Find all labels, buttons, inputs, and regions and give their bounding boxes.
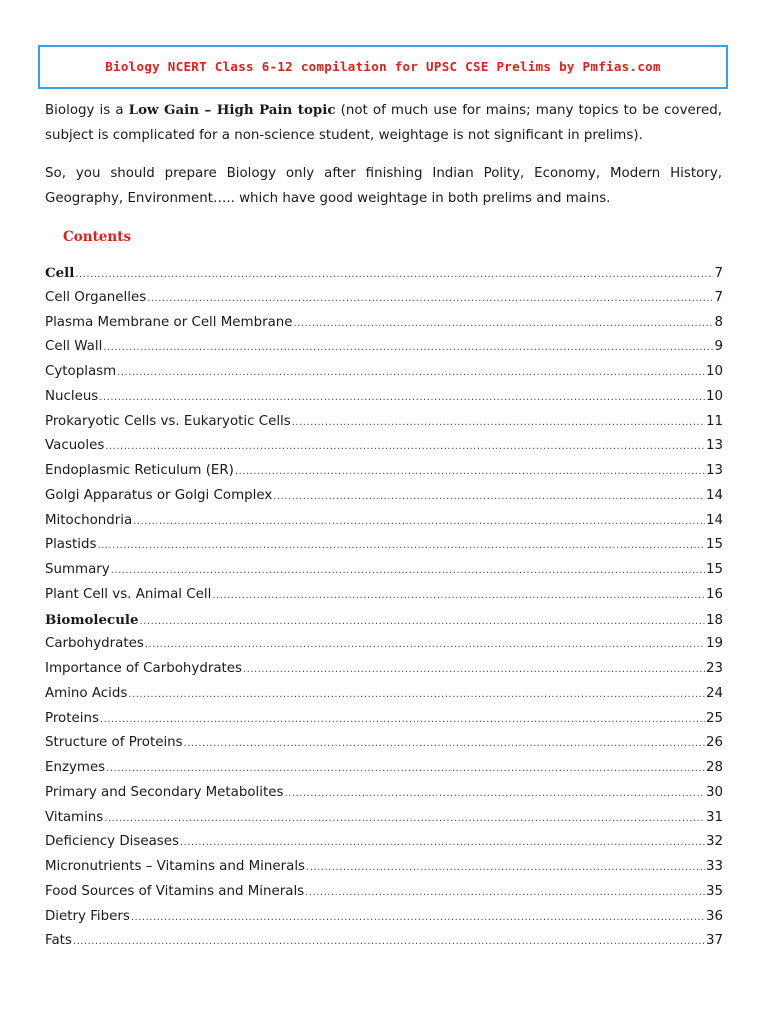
toc-entry-label: Golgi Apparatus or Golgi Complex <box>45 487 273 503</box>
toc-entry[interactable] <box>45 834 723 859</box>
toc-entry[interactable] <box>45 290 723 315</box>
toc-entry-label: Importance of Carbohydrates <box>45 661 242 676</box>
toc-dot-leader <box>99 392 705 403</box>
toc-entry-label: Deficiency Diseases <box>45 834 179 850</box>
toc-dot-leader <box>184 738 705 749</box>
toc-entry-page: 26 <box>705 735 723 751</box>
toc-entry-page: 10 <box>705 364 723 379</box>
toc-entry-label: Summary <box>45 562 110 577</box>
toc-entry[interactable] <box>45 711 723 736</box>
toc-entry-page: 7 <box>714 289 723 305</box>
toc-entry-label: Enzymes <box>45 760 106 775</box>
toc-entry-label: Micronutrients – Vitamins and Minerals <box>45 859 306 874</box>
toc-entry[interactable] <box>45 933 723 958</box>
toc-entry-label: Biomolecule <box>45 611 139 628</box>
toc-entry-page: 24 <box>705 685 723 701</box>
toc-entry[interactable] <box>45 785 723 810</box>
toc-entry-label: Mitochondria <box>45 512 133 528</box>
toc-entry[interactable] <box>45 389 723 414</box>
toc-dot-leader <box>104 813 705 824</box>
toc-entry[interactable] <box>45 438 723 463</box>
toc-entry[interactable] <box>45 636 723 661</box>
toc-dot-leader <box>133 516 705 527</box>
toc-entry-page: 23 <box>705 661 723 676</box>
toc-entry-page: 15 <box>705 562 723 577</box>
toc-entry-page: 15 <box>705 537 723 553</box>
toc-dot-leader <box>243 664 705 675</box>
toc-entry[interactable] <box>45 884 723 909</box>
toc-dot-leader <box>292 417 705 428</box>
toc-entry-page: 9 <box>714 339 723 355</box>
toc-entry-label: Vacuoles <box>45 438 105 454</box>
toc-dot-leader <box>212 590 705 601</box>
toc-entry[interactable] <box>45 315 723 340</box>
toc-dot-leader <box>128 689 705 700</box>
table-of-contents <box>45 265 723 958</box>
intro-p1-start: Biology is a <box>45 103 129 118</box>
toc-entry-label: Plant Cell vs. Animal Cell <box>45 586 212 602</box>
toc-entry-label: Prokaryotic Cells vs. Eukaryotic Cells <box>45 413 291 429</box>
toc-entry-label: Vitamins <box>45 809 104 825</box>
toc-dot-leader <box>284 788 704 799</box>
toc-entry-page: 16 <box>705 586 723 602</box>
intro-paragraph-1 <box>45 98 722 148</box>
toc-entry[interactable] <box>45 513 723 538</box>
toc-entry[interactable] <box>45 760 723 785</box>
toc-entry-page: 7 <box>714 266 723 281</box>
toc-entry[interactable] <box>45 364 723 389</box>
intro-paragraph-2: So, you should prepare Biology only after finishing Indian Polity, Economy, Modern History, Geography, Environment….. which have good weightage in both prelims and mains. <box>45 166 722 206</box>
toc-entry-page: 28 <box>705 760 723 775</box>
toc-entry-page: 30 <box>705 784 723 800</box>
toc-entry-label: Amino Acids <box>45 685 128 701</box>
toc-entry-page: 14 <box>705 512 723 528</box>
toc-entry[interactable] <box>45 463 723 488</box>
toc-dot-leader <box>140 616 705 627</box>
toc-entry-page: 32 <box>705 834 723 850</box>
toc-dot-leader <box>306 862 705 873</box>
toc-dot-leader <box>105 441 705 452</box>
toc-entry-page: 31 <box>705 809 723 825</box>
toc-dot-leader <box>100 714 705 725</box>
toc-entry-label: Plasma Membrane or Cell Membrane <box>45 314 293 330</box>
toc-entry[interactable] <box>45 859 723 884</box>
toc-entry-page: 8 <box>714 314 723 330</box>
toc-entry[interactable] <box>45 562 723 587</box>
banner-title: Biology NCERT Class 6-12 compilation for UPSC CSE Prelims by Pmfias.com <box>105 59 661 74</box>
toc-entry[interactable] <box>45 414 723 439</box>
title-banner <box>38 45 728 89</box>
toc-dot-leader <box>117 367 705 378</box>
toc-dot-leader <box>180 837 705 848</box>
toc-entry[interactable] <box>45 537 723 562</box>
toc-dot-leader <box>294 318 714 329</box>
toc-entry-page: 13 <box>705 438 723 454</box>
toc-entry-page: 37 <box>705 933 723 949</box>
toc-entry-label: Cytoplasm <box>45 364 117 379</box>
toc-entry[interactable] <box>45 339 723 364</box>
toc-entry-label: Fats <box>45 933 72 949</box>
toc-entry[interactable] <box>45 488 723 513</box>
toc-entry-page: 25 <box>705 710 723 726</box>
toc-dot-leader <box>73 936 705 947</box>
toc-entry-label: Structure of Proteins <box>45 735 183 751</box>
toc-dot-leader <box>145 639 705 650</box>
toc-dot-leader <box>235 466 705 477</box>
toc-dot-leader <box>131 912 705 923</box>
toc-entry-page: 13 <box>705 463 723 478</box>
toc-entry-page: 33 <box>705 859 723 874</box>
toc-entry-page: 35 <box>705 883 723 899</box>
toc-entry-page: 36 <box>705 908 723 924</box>
toc-dot-leader <box>103 342 713 353</box>
toc-entry-label: Cell Wall <box>45 339 103 355</box>
intro-p1-rest: (not of much use for mains; many topics to be covered, subject is complicated for a non-science student, weightage is not significant in prelims). <box>45 103 722 143</box>
toc-entry-label: Cell <box>45 265 75 281</box>
toc-dot-leader <box>273 491 705 502</box>
toc-entry[interactable] <box>45 735 723 760</box>
toc-entry-label: Primary and Secondary Metabolites <box>45 784 284 800</box>
toc-entry[interactable] <box>45 810 723 835</box>
toc-entry-label: Endoplasmic Reticulum (ER) <box>45 463 234 478</box>
toc-entry-label: Cell Organelles <box>45 289 147 305</box>
toc-entry-label: Food Sources of Vitamins and Minerals <box>45 883 305 899</box>
contents-heading: Contents <box>63 229 132 245</box>
toc-entry[interactable] <box>45 587 723 612</box>
toc-entry[interactable] <box>45 909 723 934</box>
toc-entry-page: 18 <box>705 612 723 628</box>
toc-entry-label: Carbohydrates <box>45 636 144 652</box>
toc-entry-label: Proteins <box>45 710 99 726</box>
toc-dot-leader <box>111 565 705 576</box>
toc-entry-page: 11 <box>705 413 723 429</box>
toc-entry[interactable] <box>45 612 723 637</box>
toc-dot-leader <box>147 293 713 304</box>
toc-dot-leader <box>75 269 713 280</box>
toc-entry-page: 19 <box>705 636 723 652</box>
toc-entry[interactable] <box>45 661 723 686</box>
toc-entry-page: 14 <box>705 487 723 503</box>
toc-dot-leader <box>97 540 705 551</box>
intro-p1-bold: Low Gain – High Pain topic <box>128 102 336 118</box>
toc-entry-label: Plastids <box>45 537 97 553</box>
toc-entry-label: Nucleus <box>45 388 99 404</box>
toc-dot-leader <box>106 763 705 774</box>
toc-entry[interactable] <box>45 265 723 290</box>
toc-entry[interactable] <box>45 686 723 711</box>
toc-dot-leader <box>305 887 705 898</box>
toc-entry-label: Dietry Fibers <box>45 908 130 924</box>
toc-entry-page: 10 <box>705 388 723 404</box>
